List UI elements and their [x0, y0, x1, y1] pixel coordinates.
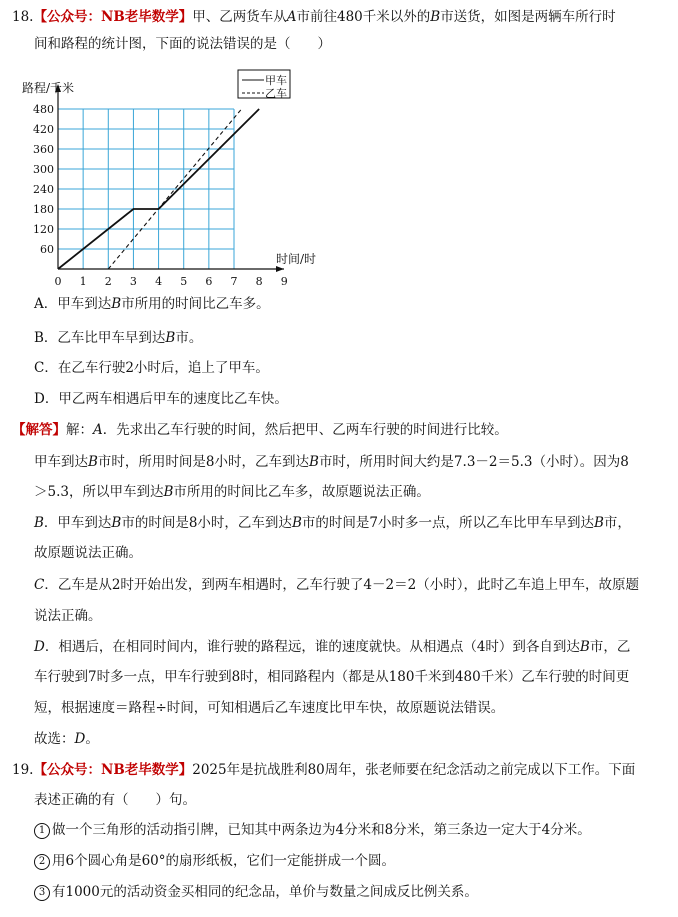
option-c[interactable]: [34, 357, 269, 379]
solution-text: ．乙车是从2时开始出发，到两车相遇时，乙车行驶了4－2＝2（小时），此时乙车追上甲车，故原题: [44, 577, 639, 593]
city-a: A: [286, 9, 297, 25]
solution-line3: [34, 479, 662, 506]
circled-number: 2: [34, 854, 50, 870]
q18-number: 18.: [12, 9, 34, 25]
x-axis-label: 时间/时: [276, 252, 317, 266]
solution-text: ．甲车到达: [43, 515, 112, 531]
option-ref: C: [34, 577, 45, 593]
x-tick-label: 0: [54, 275, 62, 288]
q19-item-text: 有1000元的活动资金买相同的纪念品，单价与数量之间成反比例关系。: [52, 884, 478, 900]
option-text: 乙车比甲车早到达: [57, 330, 166, 346]
option-d[interactable]: [34, 388, 288, 410]
q19-source-tag: 【公众号：NB老毕数学】: [33, 762, 193, 778]
option-text: 甲车到达: [57, 296, 112, 312]
option-text: 甲乙两车相遇后甲车的速度比乙车快。: [58, 391, 288, 407]
q19-item-1: [34, 817, 662, 844]
solution-line8: [34, 634, 662, 661]
city-b: B: [88, 454, 98, 470]
x-tick-label: 6: [205, 275, 213, 288]
x-tick-label: 4: [155, 275, 163, 288]
q19-item-3: [34, 879, 662, 906]
option-b[interactable]: [34, 327, 202, 349]
y-tick-label: 180: [33, 203, 54, 216]
solution-text: ＞5.3，所以甲车到达: [34, 484, 164, 500]
distance-time-chart: [20, 68, 330, 294]
option-a[interactable]: [34, 293, 270, 315]
city-b: B: [291, 515, 302, 531]
option-text: 市。: [175, 330, 203, 346]
y-tick-label: 360: [33, 143, 54, 156]
q19-stem-line1: [12, 757, 662, 784]
circled-number: 1: [34, 823, 50, 839]
option-letter: C．: [34, 360, 58, 376]
q18-stem-text: 市前往480千米以外的: [296, 9, 431, 25]
option-letter: A．: [34, 296, 58, 312]
solution-text: 市所用的时间比乙车多，故原题说法正确。: [173, 484, 430, 500]
solution-text: 市，: [603, 515, 631, 531]
y-tick-label: 240: [33, 183, 54, 196]
y-tick-label: 300: [33, 163, 54, 176]
x-tick-label: 5: [180, 275, 188, 288]
q18-stem-line1: [12, 4, 662, 31]
x-tick-label: 1: [79, 275, 87, 288]
solution-text: 市的时间是7小时多一点，所以乙车比甲车早到达: [301, 515, 594, 531]
circled-number: 3: [34, 885, 50, 901]
solution-text: 故选：: [34, 731, 75, 747]
city-b: B: [593, 515, 604, 531]
solution-answer: [34, 726, 662, 753]
x-tick-label: 8: [255, 275, 263, 288]
option-ref: A: [93, 422, 103, 438]
q18-stem-line2: 间和路程的统计图，下面的说法错误的是（ ）: [34, 36, 331, 52]
option-ref: D: [34, 639, 45, 655]
q19-number: 19.: [12, 762, 34, 778]
solution-text: ．先求出乙车行驶的时间，然后把甲、乙两车行驶的时间进行比较。: [102, 422, 508, 438]
q19-item-2: [34, 848, 662, 875]
q19-stem-text: 2025年是抗战胜利80周年，张老师要在纪念活动之前完成以下工作。下面: [192, 762, 636, 778]
x-tick-label: 9: [280, 275, 288, 288]
q19-item-text: 用6个圆心角是60°的扇形纸板，它们一定能拼成一个圆。: [52, 853, 396, 869]
solution-line4: [34, 510, 662, 537]
city-b: B: [579, 639, 590, 655]
city-b: B: [163, 484, 174, 500]
city-b: B: [111, 515, 122, 531]
solution-text: 解：: [66, 422, 93, 438]
x-tick-label: 3: [129, 275, 137, 288]
solution-line10: 短，根据速度＝路程÷时间，可知相遇后乙车速度比甲车快，故原题说法错误。: [34, 700, 505, 716]
q18-stem-text: 市送货，如图是两辆车所行时: [440, 9, 616, 25]
x-axis-arrow: [276, 266, 284, 272]
solution-text: 市，乙: [589, 639, 631, 655]
y-tick-label: 120: [33, 223, 54, 236]
option-ref: B: [34, 515, 44, 531]
x-tick-label: 7: [230, 275, 238, 288]
y-tick-label: 60: [40, 243, 54, 256]
answer-letter: D: [74, 731, 86, 747]
solution-tag: 【解答】: [12, 422, 66, 438]
city-b: B: [430, 9, 441, 25]
option-letter: D．: [34, 391, 59, 407]
y-axis-label: 路程/千米: [22, 81, 75, 95]
solution-text: 。: [85, 731, 99, 747]
q19-item-text: 做一个三角形的活动指引牌，已知其中两条边为4分米和8分米，第三条边一定大于4分米。: [52, 822, 591, 838]
y-tick-label: 420: [33, 123, 54, 136]
q19-stem-line2: 表述正确的有（ ）句。: [34, 792, 196, 808]
q18-source-tag: 【公众号：NB老毕数学】: [33, 9, 193, 25]
solution-text: 市时，所用时间是8小时，乙车到达: [97, 454, 310, 470]
solution-line1: [12, 417, 662, 444]
option-text: 在乙车行驶2小时后，追上了甲车。: [57, 360, 269, 376]
city-b: B: [111, 296, 122, 312]
y-tick-label: 480: [33, 103, 54, 116]
solution-text: 市时，所用时间大约是7.3－2＝5.3（小时）。因为8: [318, 454, 629, 470]
city-b: B: [309, 454, 319, 470]
solution-text: 市的时间是8小时，乙车到达: [121, 515, 292, 531]
solution-line5: 故原题说法正确。: [34, 545, 142, 561]
city-b: B: [165, 330, 176, 346]
solution-text: ．相遇后，在相同时间内，谁行驶的路程远，谁的速度就快。从相遇点（4时）到各自到达: [44, 639, 580, 655]
legend-label: 乙车: [265, 87, 287, 100]
option-text: 市所用的时间比乙车多。: [121, 296, 270, 312]
solution-text: 甲车到达: [34, 454, 88, 470]
solution-line9: 车行驶到7时多一点，甲车行驶到8时，相同路程内（都是从180千米到480千米）乙车行驶的时间更: [34, 669, 630, 685]
x-tick-label: 2: [104, 275, 112, 288]
solution-line2: [34, 449, 662, 476]
option-letter: B．: [34, 330, 58, 346]
q18-stem-text: 甲、乙两货车从: [192, 9, 287, 25]
legend-label: 甲车: [265, 74, 287, 87]
solution-line6: [34, 572, 662, 599]
solution-line7: 说法正确。: [34, 608, 102, 624]
